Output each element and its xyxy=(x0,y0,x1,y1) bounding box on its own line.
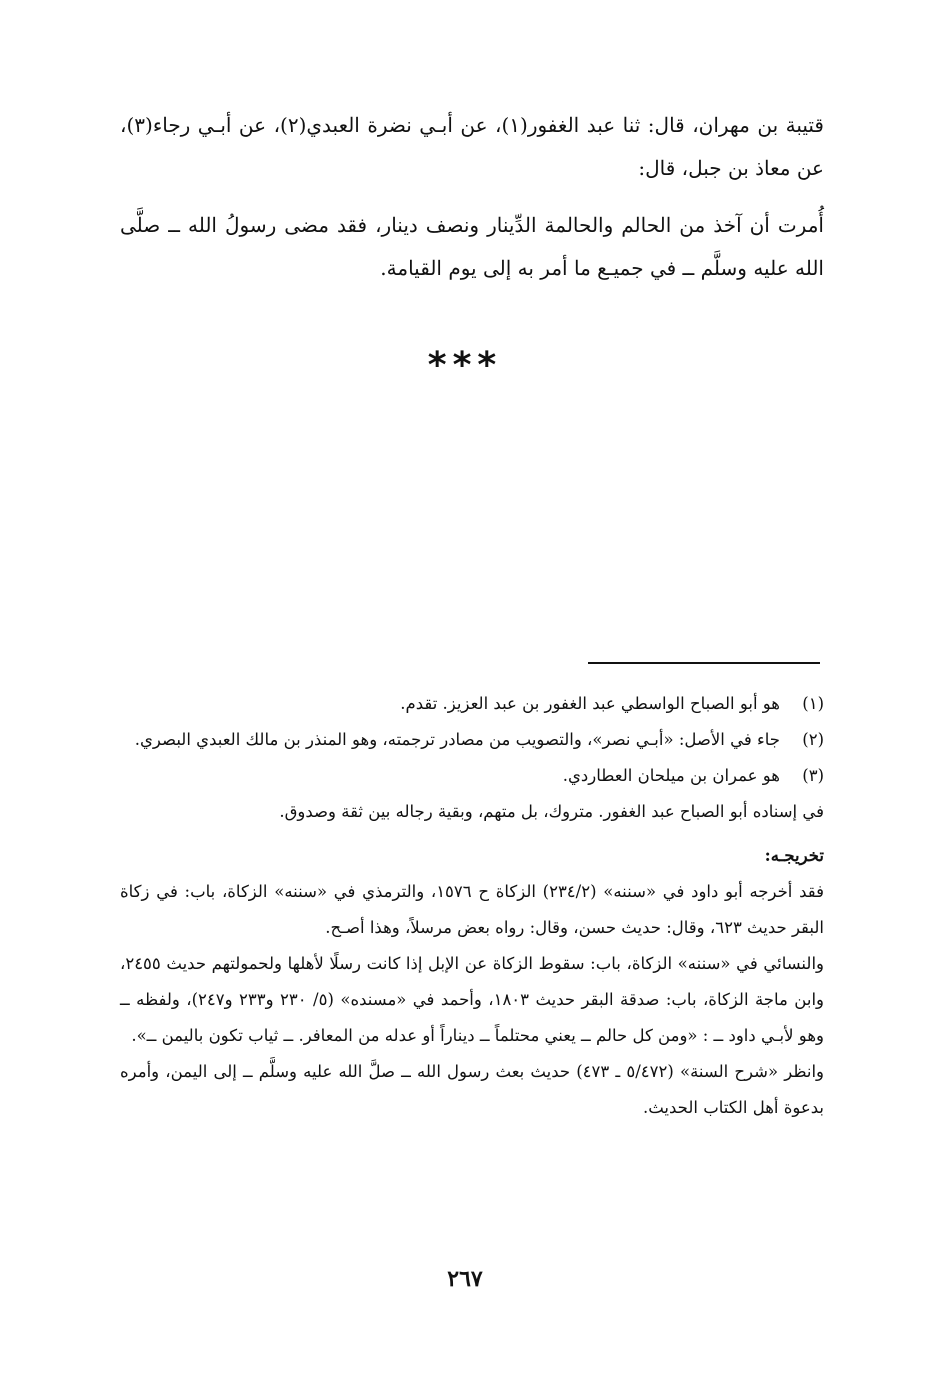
footnote xyxy=(120,722,824,758)
takhrij-heading: تخريجـه: xyxy=(764,846,824,865)
footnotes-section xyxy=(120,686,824,1126)
main-text xyxy=(120,104,824,290)
takhrij-paragraph: والنسائي في «سننه» الزكاة، باب: سقوط الزكاة عن الإبل إذا كانت رسلًا لأهلها ولحمولتهم حديث ٢٤٥٥، وابن ماجة الزكاة، باب: صدقة البقر حديث ١٨٠٣، وأحمد في «مسنده» (٥/ ٢٣٠ و٢٣٣ و٢٤٧)، ولفظه ــ وهو لأبـي داود ــ : «ومن كل حالم ــ يعني محتلماً ــ ديناراً أو عدله من المعافر. ــ ثياب تكون باليمن ــ». xyxy=(120,954,825,1045)
isnad-note: في إسناده أبو الصباح عبد الغفور. متروك، بل متهم، وبقية رجاله بين ثقة وصدوق. xyxy=(279,802,824,821)
page-number: ٢٦٧ xyxy=(447,1266,483,1292)
footnote-number: (١) xyxy=(802,694,824,713)
footnote-number: (٢) xyxy=(802,730,824,749)
takhrij-paragraph: وانظر «شرح السنة» (٥/٤٧٢ ـ ٤٧٣) حديث بعث رسول الله ــ صلَّ الله عليه وسلَّم ــ إلى اليمن، وأمره بدعوة أهل الكتاب الحديث. xyxy=(120,1062,824,1117)
footnote-text: هو عمران بن ميلحان العطاردي. xyxy=(562,766,780,785)
footnote xyxy=(120,686,824,722)
footnote-text: هو أبو الصباح الواسطي عبد الغفور بن عبد العزيز. تقدم. xyxy=(400,694,780,713)
isnad-paragraph: قتيبة بن مهران، قال: ثنا عبد الغفور(١)، عن أبـي نضرة العبدي(٢)، عن أبـي رجاء(٣)، عن معاذ بن جبل، قال: xyxy=(120,113,824,180)
footnote-rule xyxy=(588,662,820,664)
takhrij-paragraph: فقد أخرجه أبو داود في «سننه» (٢٣٤/٢) الزكاة ح ١٥٧٦، والترمذي في «سننه» الزكاة، باب: في زكاة البقر حديث ٦٢٣، وقال: حديث حسن، وقال: رواه بعض مرسلاً، وهذا أصـح. xyxy=(120,882,824,937)
footnote-text: جاء في الأصل: «أبـي نصر»، والتصويب من مصادر ترجمته، وهو المنذر بن مالك العبدي البصري. xyxy=(134,730,780,749)
section-separator: *** xyxy=(427,345,503,386)
footnote xyxy=(120,758,824,794)
footnote-number: (٣) xyxy=(802,766,824,785)
hadith-text: أُمرت أن آخذ من الحالم والحالمة الدِّينار ونصف دينار، فقد مضى رسولُ الله ــ صلَّى الله عليه وسلَّم ــ في جميـع ما أمر به إلى يوم القيامة. xyxy=(120,213,824,280)
